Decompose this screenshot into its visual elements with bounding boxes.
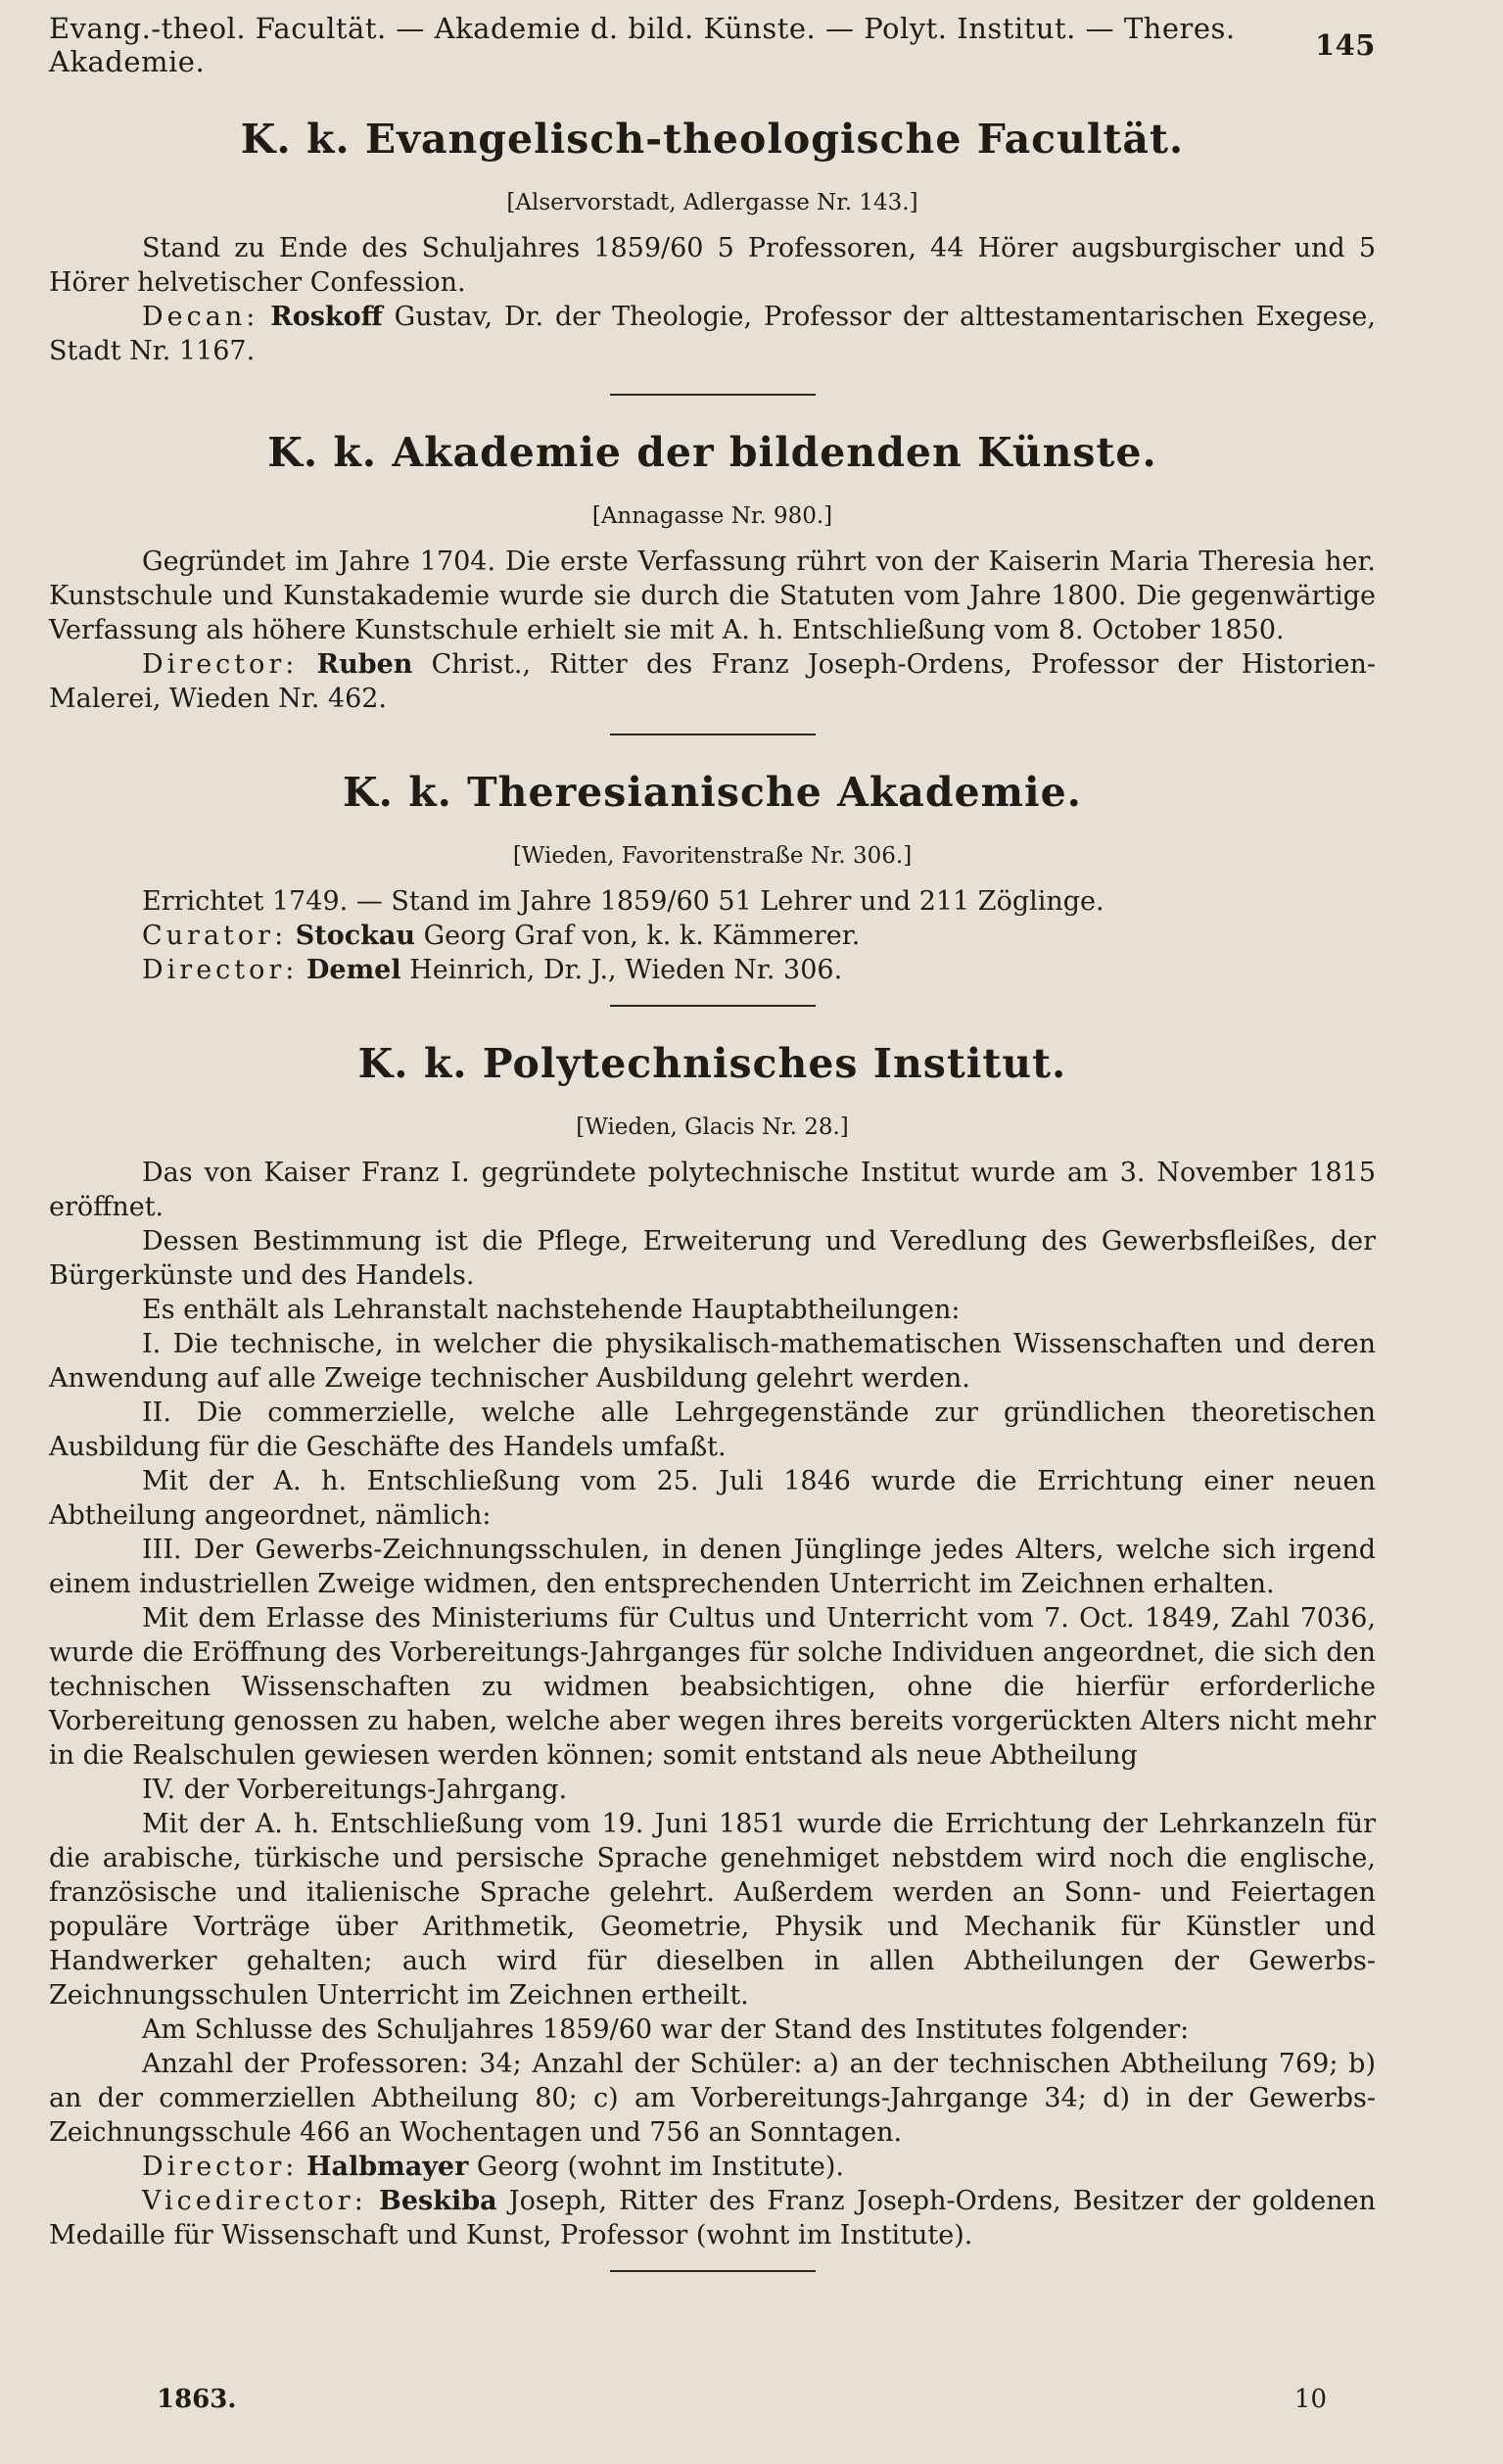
person-details: Gustav, Dr. der Theologie, Professor der alttestamentarischen Exegese, Stadt Nr. 1167. (49, 302, 1376, 366)
section-title: K. k. Akademie der bildenden Künste. (267, 429, 1157, 476)
paragraph: Mit dem Erlasse des Ministeriums für Cultus und Unterricht vom 7. Oct. 1849, Zahl 7036, wurde die Eröffnung des Vorbereitungs-Jahrganges für solche Individuen angeordnet, die sich den technischen Wissenschaften zu widmen beabsichtigen, ohne die hierfür erforderliche Vorbereitung genossen zu haben, welche aber wegen ihres bereits vorgerückten Alters nicht mehr in die Realschulen gewiesen werden können; somit entstand als neue Abtheilung (49, 1603, 1376, 1771)
person-entry (49, 2184, 1376, 2252)
person-entry (49, 2150, 1376, 2184)
section-evangelical-faculty (49, 116, 1376, 396)
section-divider (610, 734, 816, 735)
paragraph: III. Der Gewerbs-Zeichnungsschulen, in denen Jünglinge jedes Alters, welche sich irgend einem industriellen Zweige widmen, den entsprechenden Unterricht im Zeichnen erhalten. (49, 1535, 1376, 1599)
role-label: Decan: (142, 302, 259, 332)
paragraph: Anzahl der Professoren: 34; Anzahl der Schüler: a) an der technischen Abtheilung 769; b) an der commerziellen Abtheilung 80; c) am Vorbereitungs-Jahrgange 34; d) in der Gewerbs-Zeichnungsschule 466 an Wochentagen und 756 an Sonntagen. (49, 2049, 1376, 2148)
section-theresian-academy (49, 769, 1376, 1007)
role-label: Curator: (142, 921, 288, 951)
paragraph: Gegründet im Jahre 1704. Die erste Verfassung rührt von der Kaiserin Maria Theresia her. Kunstschule und Kunstakademie wurde sie durch die Statuten vom Jahre 1800. Die gegenwärtige Verfassung als höhere Kunstschule erhielt sie mit A. h. Entschließung vom 8. October 1850. (49, 546, 1376, 645)
section-title: K. k. Theresianische Akademie. (343, 769, 1082, 816)
paragraph: Am Schlusse des Schuljahres 1859/60 war der Stand des Institutes folgender: (142, 2014, 1190, 2045)
person-name: Ruben (316, 649, 413, 680)
section-divider (610, 394, 816, 396)
role-label: Director: (142, 649, 299, 680)
section-address: [Annagasse Nr. 980.] (591, 503, 833, 529)
person-entry (49, 919, 1376, 953)
paragraph: IV. der Vorbereitungs-Jahrgang. (142, 1775, 568, 1805)
role-label: Director: (142, 955, 299, 985)
section-title: K. k. Evangelisch-theologische Facultät. (240, 116, 1185, 163)
running-title: Evang.-theol. Facultät. — Akademie d. bild. Künste. — Polyt. Institut. — Theres. Akademie. (49, 12, 1236, 78)
paragraph: Mit der A. h. Entschließung vom 19. Juni 1851 wurde die Errichtung der Lehrkanzeln für die arabische, türkische und persische Sprache genehmiget nebstdem wird noch die englische, französische und italienische Sprache gelehrt. Außerdem werden an Sonn- und Feiertagen populäre Vorträge über Arithmetik, Geometrie, Physik und Mechanik für Künstler und Handwerker gehalten; auch wird für dieselben in allen Abtheilungen der Gewerbs-Zeichnungsschulen Unterricht im Zeichnen ertheilt. (49, 1809, 1376, 2011)
paragraph: Es enthält als Lehranstalt nachstehende Hauptabtheilungen: (142, 1295, 961, 1325)
paragraph: Mit der A. h. Entschließung vom 25. Juli 1846 wurde die Errichtung einer neuen Abtheilung angeordnet, nämlich: (49, 1466, 1376, 1531)
paragraph: II. Die commerzielle, welche alle Lehrgegenstände zur gründlichen theoretischen Ausbildung für die Geschäfte des Handels umfaßt. (49, 1398, 1376, 1462)
running-head (49, 12, 1376, 78)
paragraph: Dessen Bestimmung ist die Pflege, Erweiterung und Veredlung des Gewerbsfleißes, der Bürgerkünste und des Handels. (49, 1226, 1376, 1291)
person-details: Christ., Ritter des Franz Joseph-Ordens, Professor der Historien-Malerei, Wieden Nr. 462. (49, 649, 1376, 714)
person-details: Joseph, Ritter des Franz Joseph-Ordens, Besitzer der goldenen Medaille für Wissenschaft und Kunst, Professor (wohnt im Institute). (49, 2186, 1376, 2251)
paragraph: Errichtet 1749. — Stand im Jahre 1859/60 51 Lehrer und 211 Zöglinge. (142, 886, 1104, 917)
person-name: Roskoff (270, 302, 383, 332)
section-address: [Wieden, Glacis Nr. 28.] (576, 1114, 849, 1140)
section-divider (610, 2270, 816, 2272)
section-title: K. k. Polytechnisches Institut. (357, 1040, 1067, 1087)
paragraph: I. Die technische, in welcher die physikalisch-mathematischen Wissenschaften und deren Anwendung auf alle Zweige technischer Ausbildung gelehrt werden. (49, 1329, 1376, 1394)
person-entry (49, 953, 1376, 987)
footer-year: 1863. (157, 2385, 237, 2414)
section-polytechnic-institute (49, 1040, 1376, 2272)
role-label: Vicedirector: (142, 2186, 367, 2216)
person-name: Demel (306, 955, 401, 985)
footer-signature: 10 (1293, 2385, 1327, 2414)
person-entry (49, 647, 1376, 716)
page-number: 145 (1314, 28, 1376, 62)
section-divider (610, 1005, 816, 1007)
person-entry (49, 300, 1376, 368)
person-name: Halbmayer (306, 2152, 469, 2182)
page-footer (157, 2385, 1327, 2414)
section-address: [Wieden, Favoritenstraße Nr. 306.] (512, 843, 913, 869)
person-details: Georg Graf von, k. k. Kämmerer. (415, 921, 861, 951)
paragraph: Das von Kaiser Franz I. gegründete polytechnische Institut wurde am 3. November 1815 eröffnet. (49, 1158, 1376, 1222)
person-details: Heinrich, Dr. J., Wieden Nr. 306. (400, 955, 843, 985)
section-art-academy (49, 429, 1376, 735)
section-address: [Alservorstadt, Adlergasse Nr. 143.] (506, 190, 918, 215)
role-label: Director: (142, 2152, 299, 2182)
person-details: Georg (wohnt im Institute). (468, 2152, 844, 2182)
person-name: Stockau (295, 921, 416, 951)
paragraph: Stand zu Ende des Schuljahres 1859/60 5 Professoren, 44 Hörer augsburgischer und 5 Hörer helvetischer Confession. (49, 233, 1376, 298)
person-name: Beskiba (379, 2186, 497, 2216)
